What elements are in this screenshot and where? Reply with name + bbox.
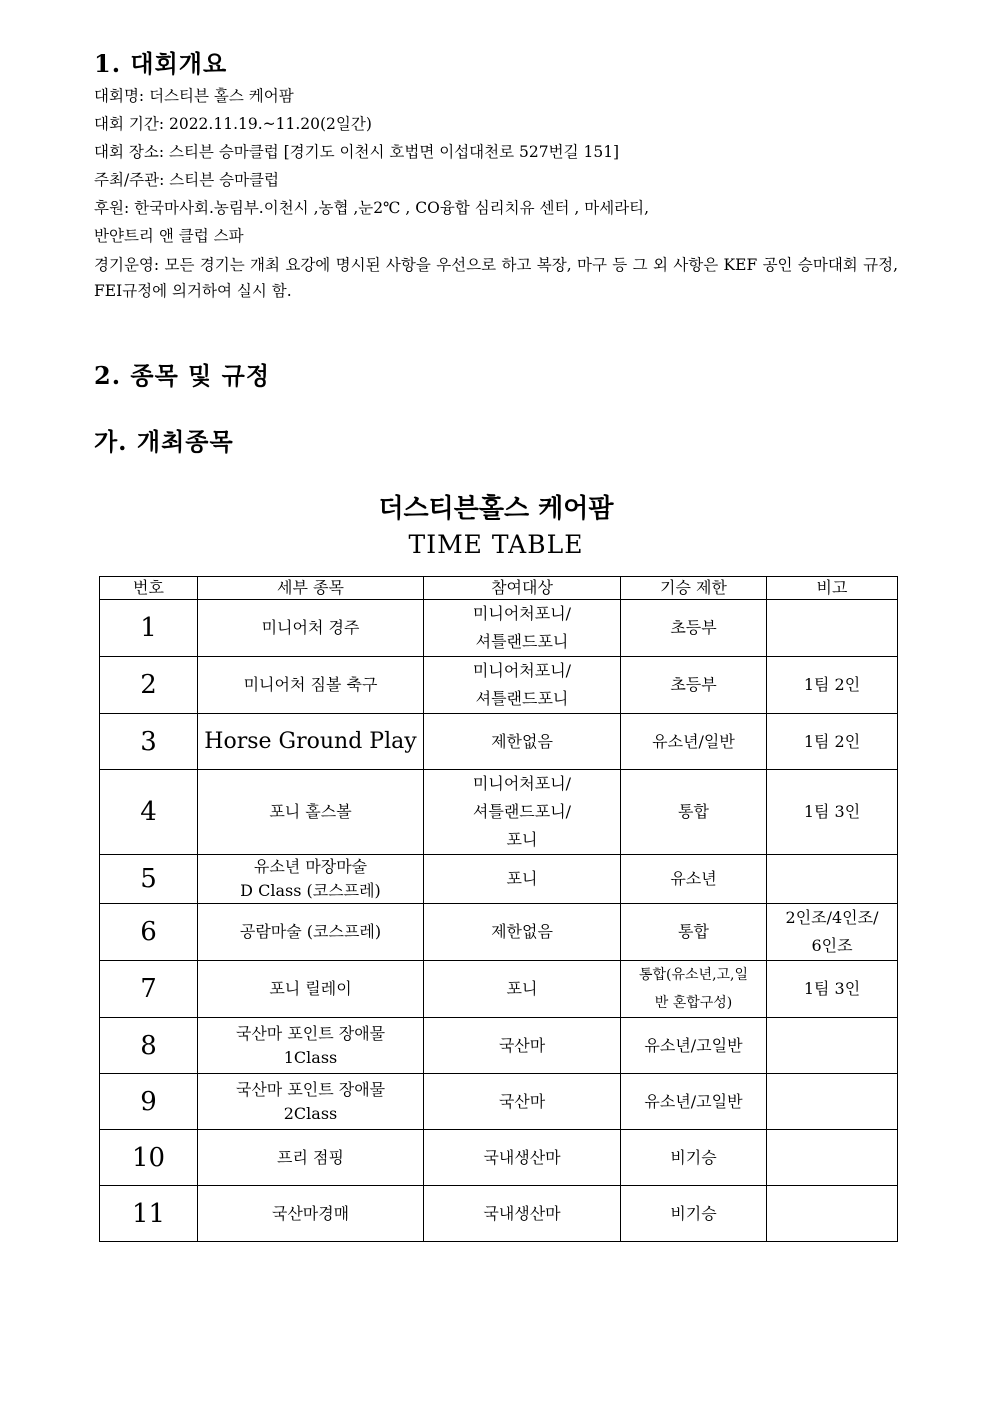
event-sponsors: 후원: 한국마사회.농림부.이천시 ,농협 ,눈2℃ , CO융합 심리치유 센터 , 마세라티, (94, 199, 650, 217)
cell-target-line: 제한없음 (491, 922, 553, 941)
cell-limit-line: 비기승 (670, 1147, 717, 1167)
cell-target-line: 포니 (506, 869, 538, 888)
cell-target (424, 904, 621, 961)
cell-note (767, 657, 898, 714)
cell-note-line: 2인조/4인조/ (785, 908, 879, 927)
cell-no-line: 2 (140, 670, 157, 700)
table-body (100, 600, 898, 1242)
cell-no-line: 3 (140, 726, 157, 757)
cell-limit-line: 초등부 (670, 675, 717, 694)
cell-event-line: 프리 점핑 (277, 1147, 344, 1167)
section2-heading: 2. 종목 및 규정 (94, 361, 271, 390)
cell-no-line: 10 (131, 1142, 166, 1173)
cell-target-line: 미니어처포니/ (472, 604, 572, 623)
table-row (100, 1130, 898, 1186)
overview-info (94, 82, 898, 304)
header-limit: 기승 제한 (621, 577, 767, 600)
table-header-row (100, 577, 898, 600)
cell-target (424, 657, 621, 714)
table-row (100, 600, 898, 657)
cell-limit (621, 1186, 767, 1242)
cell-limit (621, 657, 767, 714)
cell-event-line: 국산마 포인트 장애물 (235, 1023, 386, 1043)
cell-target-line: 국내생산마 (483, 1203, 561, 1223)
cell-target-line: 미니어처포니/ (472, 661, 572, 680)
event-period: 대회 기간: 2022.11.19.~11.20(2일간) (94, 115, 372, 133)
cell-note-line: 1팀 3인 (803, 802, 861, 821)
cell-no-line: 7 (140, 974, 157, 1004)
cell-limit (621, 1018, 767, 1074)
event-rules: 경기운영: 모든 경기는 개최 요강에 명시된 사항을 우선으로 하고 복장, 마구 등 그 외 사항은 KEF 공인 승마대회 규정, FEI규정에 의거하여 실시 함. (94, 256, 898, 300)
table-row (100, 714, 898, 770)
cell-event-line: 포니 릴레이 (269, 979, 352, 998)
cell-limit (621, 961, 767, 1018)
cell-event-line: 국산마 포인트 장애물 (235, 1079, 386, 1099)
cell-note-line: 1팀 3인 (803, 979, 861, 998)
cell-limit-line: 유소년/고일반 (644, 1035, 743, 1055)
cell-event (198, 600, 424, 657)
cell-limit-line: 반 혼합구성) (654, 995, 733, 1011)
table-row (100, 657, 898, 714)
cell-no-line: 9 (140, 1086, 157, 1117)
timetable-subtitle: TIME TABLE (408, 530, 584, 559)
cell-event (198, 1186, 424, 1242)
cell-no (100, 657, 198, 714)
cell-note (767, 1130, 898, 1186)
table-row (100, 961, 898, 1018)
cell-event (198, 1130, 424, 1186)
cell-target-line: 셔틀랜드포니 (475, 689, 569, 708)
overview-heading: 1. 대회개요 (94, 49, 228, 78)
cell-note (767, 1186, 898, 1242)
timetable-title: 더스티븐홀스 케어팜 (378, 494, 614, 524)
cell-note (767, 770, 898, 855)
cell-event-line: 국산마경매 (271, 1203, 350, 1223)
cell-target-line: 국산마 (498, 1091, 546, 1111)
cell-target-line: 제한없음 (491, 731, 553, 751)
cell-no (100, 1130, 198, 1186)
cell-event-line: D Class (코스프레) (240, 881, 381, 900)
timetable (99, 576, 898, 1242)
header-note: 비고 (767, 577, 898, 600)
cell-event (198, 770, 424, 855)
cell-no (100, 1018, 198, 1074)
cell-limit (621, 600, 767, 657)
table-row (100, 1018, 898, 1074)
cell-event (198, 657, 424, 714)
cell-limit (621, 855, 767, 904)
cell-limit (621, 1074, 767, 1130)
cell-note (767, 904, 898, 961)
cell-limit-line: 유소년/일반 (652, 731, 735, 751)
cell-no-line: 8 (140, 1030, 157, 1061)
cell-event (198, 961, 424, 1018)
table-row (100, 904, 898, 961)
cell-target-line: 포니 (506, 979, 538, 998)
table-row (100, 770, 898, 855)
cell-event-line: 유소년 마장마술 (253, 857, 368, 876)
cell-target (424, 1186, 621, 1242)
cell-target (424, 961, 621, 1018)
cell-limit-line: 통합(유소년,고,일 (638, 967, 749, 983)
table-row (100, 1074, 898, 1130)
cell-note-line: 1팀 2인 (803, 731, 861, 751)
cell-no (100, 770, 198, 855)
cell-limit-line: 유소년 (670, 869, 717, 888)
cell-target (424, 1074, 621, 1130)
cell-target-line: 미니어처포니/ (472, 774, 572, 793)
event-venue: 대회 장소: 스티븐 승마클럽 [경기도 이천시 호법면 이섭대천로 527번길 151] (94, 143, 620, 161)
cell-target-line: 국산마 (498, 1035, 546, 1055)
cell-target (424, 855, 621, 904)
section2-subheading: 가. 개최종목 (94, 427, 234, 456)
cell-note (767, 1074, 898, 1130)
cell-no (100, 1186, 198, 1242)
cell-target (424, 770, 621, 855)
cell-limit (621, 1130, 767, 1186)
cell-no (100, 714, 198, 770)
cell-no-line: 5 (140, 864, 157, 894)
event-host: 주최/주관: 스티븐 승마클럽 (94, 171, 280, 189)
cell-limit-line: 통합 (678, 922, 709, 941)
cell-note-line: 6인조 (811, 936, 853, 955)
cell-event-line: 공람마술 (코스프레) (239, 922, 382, 941)
cell-no (100, 600, 198, 657)
cell-target (424, 714, 621, 770)
cell-limit-line: 유소년/고일반 (644, 1091, 743, 1111)
cell-event-line: 1Class (283, 1047, 338, 1067)
cell-target-line: 셔틀랜드포니 (475, 632, 569, 651)
cell-no (100, 1074, 198, 1130)
cell-note (767, 714, 898, 770)
cell-target-line: 셔틀랜드포니/ (472, 802, 572, 821)
cell-limit (621, 714, 767, 770)
cell-note (767, 600, 898, 657)
cell-limit (621, 770, 767, 855)
cell-no-line: 1 (140, 613, 157, 643)
cell-event-line: 포니 홀스볼 (269, 802, 352, 821)
cell-event (198, 904, 424, 961)
cell-event-line: 2Class (283, 1103, 338, 1123)
cell-event-line: Horse Ground Play (204, 728, 417, 754)
header-no: 번호 (100, 577, 198, 600)
cell-event (198, 1018, 424, 1074)
cell-target (424, 600, 621, 657)
cell-target-line: 포니 (506, 830, 538, 849)
cell-no-line: 11 (131, 1198, 166, 1229)
header-event: 세부 종목 (198, 577, 424, 600)
cell-limit-line: 초등부 (670, 618, 717, 637)
cell-target (424, 1018, 621, 1074)
event-sponsors-cont: 반얀트리 앤 클럽 스파 (94, 227, 244, 245)
cell-event-line: 미니어처 짐볼 축구 (243, 675, 378, 694)
cell-limit (621, 904, 767, 961)
cell-event (198, 714, 424, 770)
cell-event (198, 855, 424, 904)
cell-target-line: 국내생산마 (483, 1147, 561, 1167)
cell-limit-line: 통합 (678, 802, 709, 821)
cell-no-line: 4 (140, 797, 157, 827)
cell-event (198, 1074, 424, 1130)
header-target: 참여대상 (424, 577, 621, 600)
cell-event-line: 미니어처 경주 (261, 618, 360, 637)
cell-limit-line: 비기승 (670, 1203, 717, 1223)
cell-no (100, 855, 198, 904)
cell-no (100, 961, 198, 1018)
table-row (100, 1186, 898, 1242)
cell-note (767, 1018, 898, 1074)
cell-note (767, 855, 898, 904)
cell-no (100, 904, 198, 961)
event-name: 대회명: 더스티븐 홀스 케어팜 (94, 87, 294, 105)
table-row (100, 855, 898, 904)
cell-note-line: 1팀 2인 (803, 675, 861, 694)
cell-target (424, 1130, 621, 1186)
cell-note (767, 961, 898, 1018)
cell-no-line: 6 (140, 917, 157, 947)
